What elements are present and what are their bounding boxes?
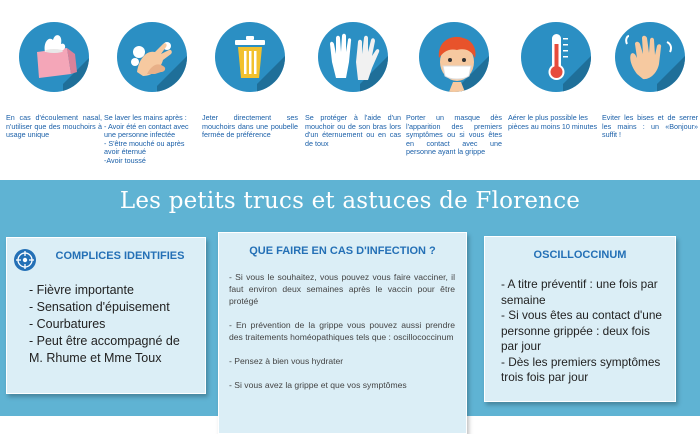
tip-text: Eviter les bises et de serrer les mains : un «Bonjour» suffit ! <box>602 113 698 140</box>
waving-hand-icon <box>615 22 685 92</box>
paragraph: - Pensez à bien vous hydrater <box>229 356 344 366</box>
hand-washing-icon <box>117 22 187 92</box>
list-item: - Fièvre importante <box>29 283 134 297</box>
gloves-icon <box>318 22 388 92</box>
paragraph: - Si vous le souhaitez, vous pouvez vous faire vacciner, il faut environ deux semaines après le vaccin pour être protégé <box>229 272 455 306</box>
list-item: - Peut être accompagné de M. Rhume et Mme Toux <box>29 334 180 365</box>
thermometer-icon <box>521 22 591 92</box>
infection-text <box>229 271 455 403</box>
list-item: - Courbatures <box>29 317 106 331</box>
card-title: COMPLICES IDENTIFIES <box>55 250 185 262</box>
tip-text: Jeter directement ses mouchoirs dans une poubelle fermée de préférence <box>202 113 298 140</box>
tip-text: Porter un masque dès l'apparition des premiers symptômes ou si vous êtes en contact avec une personne ayant la grippe <box>406 113 502 157</box>
tissue-box-icon <box>19 22 89 92</box>
list-item: - Si vous êtes au contact d'une personne grippée : deux fois par jour <box>501 308 662 353</box>
tip-text: Se laver les mains après : - Avoir été en contact avec une personne infectée - S'être mouché ou après avoir éternué -Avoir toussé <box>104 113 189 165</box>
band-title: Les petits trucs et astuces de Florence <box>119 188 581 214</box>
list-item: - Sensation d'épuisement <box>29 300 170 314</box>
dosage-list <box>501 277 667 386</box>
paragraph: - En prévention de la grippe vous pouvez aussi prendre des traitements homéopathiques tels que : oscillococcinum <box>229 320 455 342</box>
tips-section <box>0 0 700 180</box>
card-complices <box>6 237 206 394</box>
tip-text: Se protéger à l'aide d'un mouchoir ou de son bras lors d'un éternuement ou en cas de toux <box>305 113 401 148</box>
card-oscillo <box>484 236 676 402</box>
list-item: - Dès les premiers symptômes trois fois par jour <box>501 354 661 384</box>
tip-text: Aérer le plus possible les pièces au moins 10 minutes <box>508 113 598 131</box>
card-infection <box>218 232 467 434</box>
card-title: OSCILLOCCINUM <box>533 249 627 261</box>
tip-text: En cas d'écoulement nasal, n'utiliser que des mouchoirs à usage unique <box>6 113 102 140</box>
trash-bin-icon <box>215 22 285 92</box>
list-item: - A titre préventif : une fois par semaine <box>501 277 658 307</box>
card-title: QUE FAIRE EN CAS D'INFECTION ? <box>249 245 436 257</box>
paragraph: - Si vous avez la grippe et que vos symptômes <box>229 380 407 390</box>
symptom-list <box>29 282 194 367</box>
face-mask-icon <box>419 22 489 92</box>
